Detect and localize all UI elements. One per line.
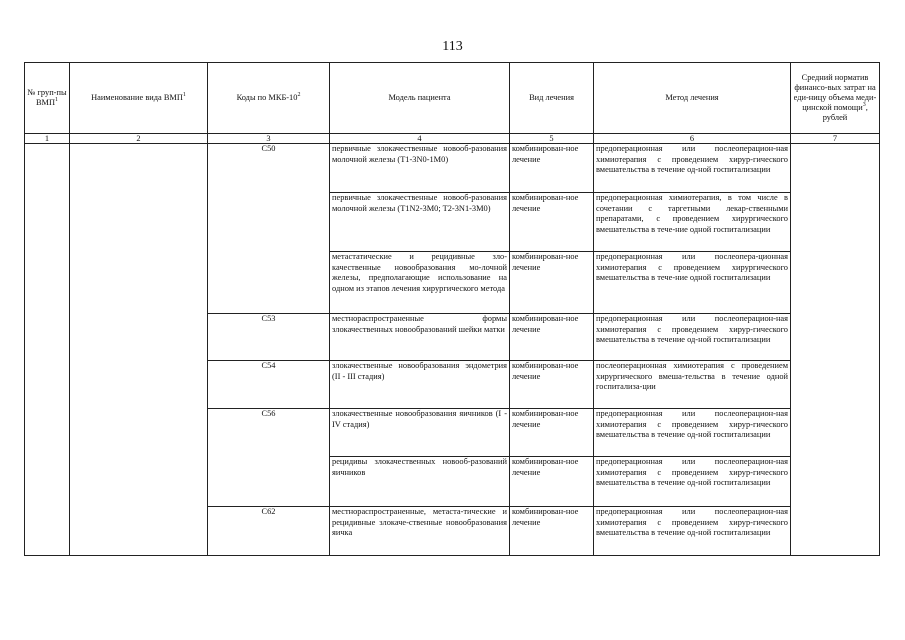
icd-code-cell: C54 [208, 361, 330, 409]
vmp-name-cell [70, 144, 208, 556]
patient-model-cell: первичные злокачественные новооб-разования молочной железы (T1N2-3M0; T2-3N1-3M0) [330, 193, 510, 252]
treatment-method-cell: послеоперационная химиотерапия с проведением хирургического вмеша-тельства в течение одной госпитализа-ции [594, 361, 791, 409]
patient-model-cell: рецидивы злокачественных новооб-разований яичников [330, 457, 510, 507]
column-number: 3 [208, 134, 330, 144]
column-number: 7 [791, 134, 880, 144]
treatment-method-cell: предоперационная или послеоперацион-ная химиотерапия с проведением хирур-гического вмешательства в течение од-ной госпитализации [594, 457, 791, 507]
column-numbers-row [25, 134, 880, 144]
column-number: 4 [330, 134, 510, 144]
treatment-method-cell: предоперационная или послеоперацион-ная химиотерапия с проведением хирур-гического вмешательства в течение од-ной госпитализации [594, 409, 791, 457]
patient-model-cell: местнораспространенные, метаста-тические и рецидивные злокаче-ственные новообразования яичка [330, 507, 510, 556]
treatment-type-cell: комбинирован-ное лечение [510, 361, 594, 409]
treatment-type-cell: комбинирован-ное лечение [510, 507, 594, 556]
cost-cell [791, 144, 880, 556]
treatment-type-cell: комбинирован-ное лечение [510, 314, 594, 361]
icd-code-cell: C53 [208, 314, 330, 361]
header-treatment-method: Метод лечения [594, 63, 791, 134]
treatment-method-cell: предоперационная или послеопера-ционная химиотерапия с проведением хирургического вмешательства в тече-ние одной госпитализации [594, 252, 791, 314]
patient-model-cell: местнораспространенные формы злокачественных новообразований шейки матки [330, 314, 510, 361]
header-vmp-name: Наименование вида ВМП$^1$ [70, 63, 208, 134]
treatment-type-cell: комбинирован-ное лечение [510, 252, 594, 314]
patient-model-cell: метастатические и рецидивные зло-качественные новообразования мо-лочной железы, предполагающие использование на одном из этапов лечения хирургического метода [330, 252, 510, 314]
treatment-type-cell: комбинирован-ное лечение [510, 193, 594, 252]
group-number-cell [25, 144, 70, 556]
table-row [25, 144, 880, 193]
column-number: 2 [70, 134, 208, 144]
icd-code-cell: C56 [208, 409, 330, 507]
treatment-method-cell: предоперационная химиотерапия, в том числе в сочетании с таргетными лекар-ственными препаратами, с проведением хирургического вмешательства в тече-ние одной госпитализации [594, 193, 791, 252]
icd-code-cell: C62 [208, 507, 330, 556]
treatment-type-cell: комбинирован-ное лечение [510, 144, 594, 193]
column-number: 5 [510, 134, 594, 144]
patient-model-cell: злокачественные новообразования яичников (I - IV стадия) [330, 409, 510, 457]
header-treatment-type: Вид лечения [510, 63, 594, 134]
treatment-type-cell: комбинирован-ное лечение [510, 457, 594, 507]
page-number: 113 [442, 39, 463, 54]
header-row [25, 63, 880, 134]
treatment-method-cell: предоперационная или послеоперацион-ная химиотерапия с проведением хирур-гического вмешательства в течение од-ной госпитализации [594, 314, 791, 361]
patient-model-cell: первичные злокачественные новооб-разования молочной железы (T1-3N0-1M0) [330, 144, 510, 193]
treatment-type-cell: комбинирован-ное лечение [510, 409, 594, 457]
patient-model-cell: злокачественные новообразования эндометрия (II - III стадия) [330, 361, 510, 409]
header-icd-codes: Коды по МКБ-$10^2$ [208, 63, 330, 134]
header-patient-model: Модель пациента [330, 63, 510, 134]
treatment-method-cell: предоперационная или послеоперацион-ная химиотерапия с проведением хирур-гического вмешательства в течение од-ной госпитализации [594, 144, 791, 193]
header-group-number: № груп-пы ВМП$^1$ [25, 63, 70, 134]
column-number: 6 [594, 134, 791, 144]
icd-code-cell: C50 [208, 144, 330, 314]
header-cost-standard: Средний норматив финансо-вых затрат на еди-ницу объема меди-цинской помощи$^3$, рублей [791, 63, 880, 134]
column-number: 1 [25, 134, 70, 144]
treatment-method-cell: предоперационная или послеоперацион-ная химиотерапия с проведением хирур-гического вмешательства в течение од-ной госпитализации [594, 507, 791, 556]
vmp-table [24, 62, 880, 556]
